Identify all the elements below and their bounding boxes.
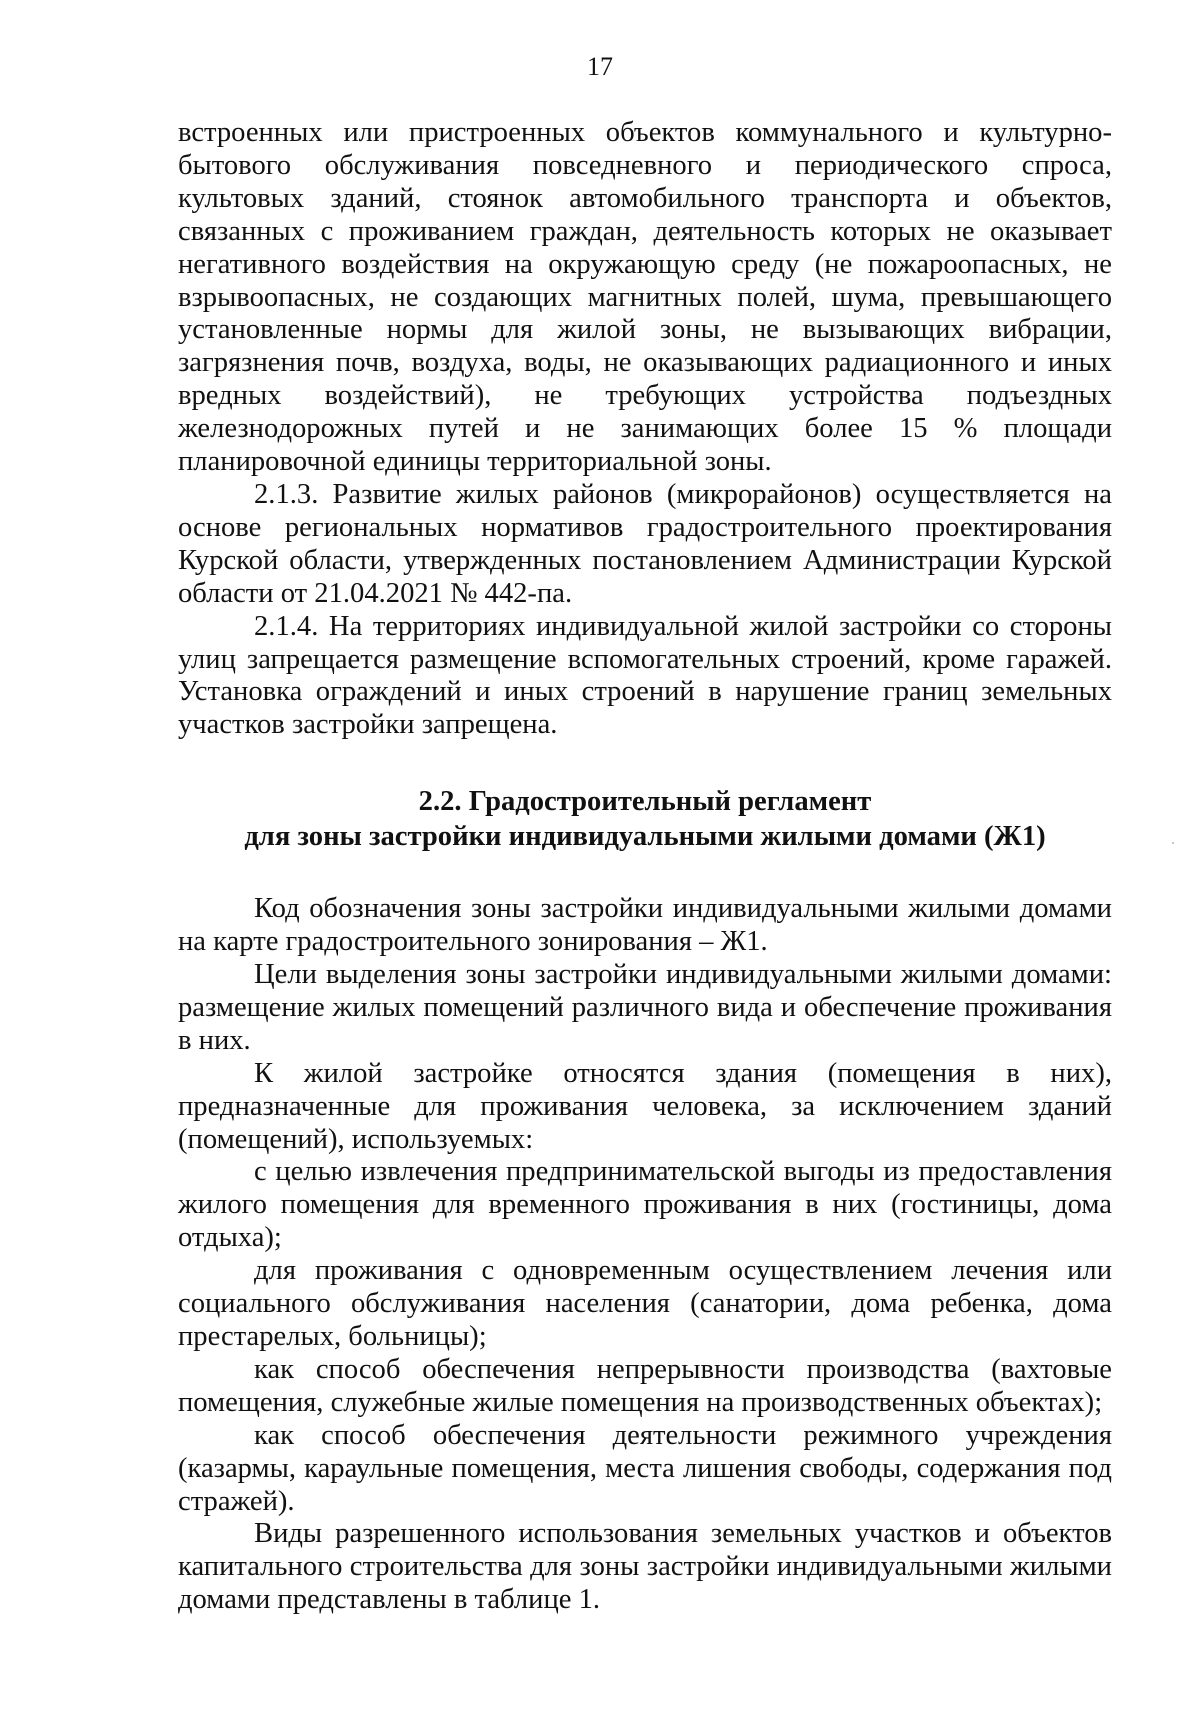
section-heading [178, 784, 1112, 854]
paragraph-zone-goals: Цели выделения зоны застройки индивидуальными жилыми домами: размещение жилых помещений различного вида и обеспечение проживания в них. [178, 959, 1112, 1056]
page-number: 17 [587, 52, 613, 81]
paragraph-zone-code: Код обозначения зоны застройки индивидуальными жилыми домами на карте градостроительного зонирования – Ж1. [178, 893, 1112, 958]
paragraph-residential-definition: К жилой застройке относятся здания (помещения в них), предназначенные для проживания человека, за исключением зданий (помещений), используемых: [178, 1057, 1112, 1155]
section-heading-line-2: для зоны застройки индивидуальными жилыми домами (Ж1) [244, 821, 1046, 853]
document-body [178, 117, 1112, 1617]
list-item-profit: с целью извлечения предпринимательской выгоды из предоставления жилого помещения для временного проживания в них (гостиницы, дома отдыха); [178, 1156, 1112, 1254]
paragraph-continuation: встроенных или пристроенных объектов коммунального и культурно-бытового обслуживания повседневного и периодического спроса, культовых зданий, стоянок автомобильного транспорта и объектов, связанных с проживанием граждан, деятельность которых не оказывает негативного воздействия на окружающую среду (не пожароопасных, не взрывоопасных, не создающих магнитных полей, шума, превышающего установленные нормы для жилой зоны, не вызывающих вибрации, загрязнения почв, воздуха, воды, не оказывающих радиационного и иных вредных воздействий), не требующих устройства подъездных железнодорожных путей и не занимающих более 15 % площади планировочной единицы территориальной зоны. [178, 117, 1112, 478]
paragraph-2-1-3: 2.1.3. Развитие жилых районов (микрорайонов) осуществляется на основе региональных нормативов градостроительного проектирования Курской области, утвержденных постановлением Администрации Курской области от 21.04.2021 № 442-па. [178, 478, 1112, 609]
paragraph-table-reference: Виды разрешенного использования земельных участков и объектов капитального строительства для зоны застройки индивидуальными жилыми домами представлены в таблице 1. [178, 1518, 1112, 1616]
list-item-production: как способ обеспечения непрерывности производства (вахтовые помещения, служебные жилые помещения на производственных объектах); [178, 1353, 1112, 1418]
paragraph-2-1-4: 2.1.4. На территориях индивидуальной жилой застройки со стороны улиц запрещается размещение вспомогательных строений, кроме гаражей. Установка ограждений и иных строений в нарушение границ земельных участков застройки запрещена. [178, 610, 1112, 741]
list-item-treatment: для проживания с одновременным осуществлением лечения или социального обслуживания населения (санатории, дома ребенка, дома престарелых, больницы); [178, 1255, 1112, 1352]
section-heading-line-1: 2.2. Градостроительный регламент [418, 786, 872, 818]
list-item-regime: как способ обеспечения деятельности режимного учреждения (казармы, караульные помещения, места лишения свободы, содержания под стражей). [178, 1419, 1112, 1517]
scan-speck [1172, 842, 1174, 844]
